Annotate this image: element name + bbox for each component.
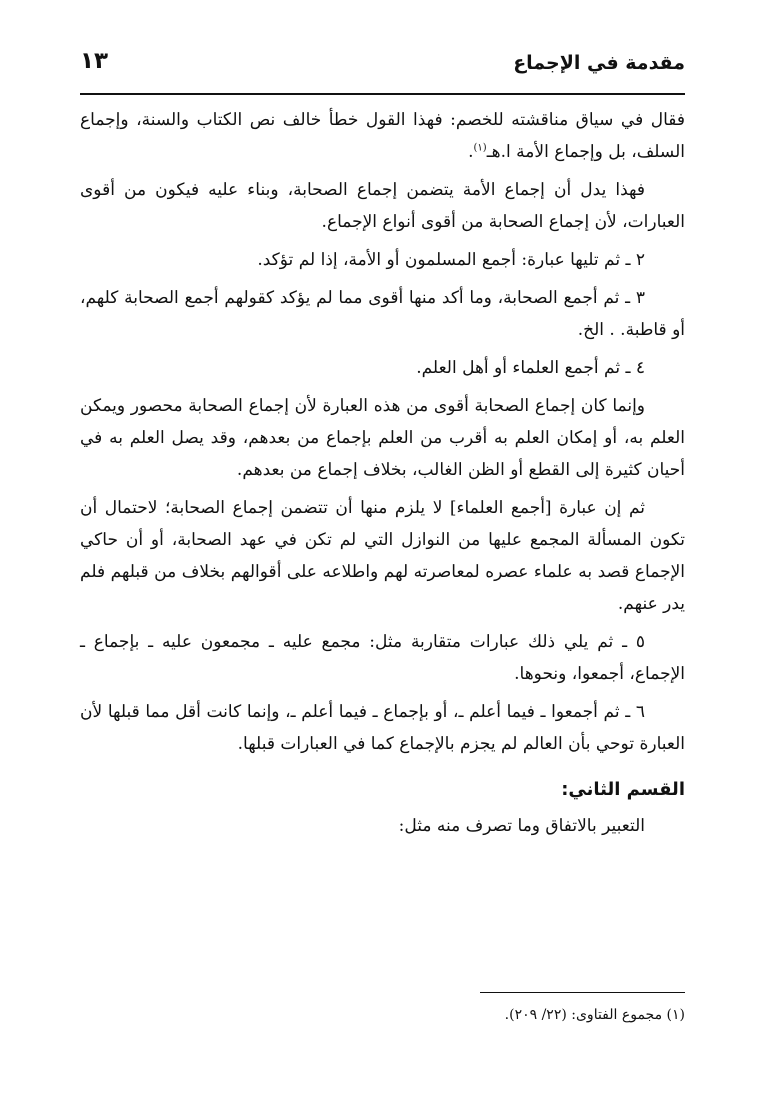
footnote-rule — [480, 992, 685, 993]
header-rule — [80, 93, 685, 95]
body-text — [80, 104, 685, 848]
section-heading: القسم الثاني: — [561, 779, 685, 800]
page-number: ١٣ — [80, 48, 109, 74]
footnote-ref: (١) — [473, 142, 487, 154]
list-item-5: ٥ ـ ثم يلي ذلك عبارات متقاربة مثل: مجمع عليه ـ مجمعون عليه ـ بإجماع ـ الإجماع، أجمعوا، ونحوها. — [80, 632, 685, 684]
paragraph-6: وإنما كان إجماع الصحابة أقوى من هذه العبارة لأن إجماع الصحابة محصور ويمكن العلم به، أو إمكان العلم به أقرب من العلم بإجماع من بعدهم، وقد يصل العلم به في أحيان كثيرة إلى القطع أو الظن الغالب، بخلاف إجماع من بعدهم. — [80, 396, 685, 480]
paragraph-1-text: فقال في سياق مناقشته للخصم: فهذا القول خطأ خالف نص الكتاب والسنة، وإجماع السلف، بل وإجماع الأمة ا.هـ — [80, 110, 685, 162]
list-item-2: ٢ ـ ثم تليها عبارة: أجمع المسلمون أو الأمة، إذا لم تؤكد. — [257, 250, 645, 270]
paragraph-1 — [80, 104, 685, 168]
paragraph-1-end: . — [468, 142, 474, 162]
running-title: مقدمة في الإجماع — [513, 52, 685, 74]
paragraph-2: فهذا يدل أن إجماع الأمة يتضمن إجماع الصحابة، وبناء عليه فيكون من أقوى العبارات، لأن إجماع الصحابة من أقوى أنواع الإجماع. — [80, 180, 685, 232]
footnote: (١) مجموع الفتاوى: (٢٢/ ٢٠٩). — [504, 1007, 685, 1023]
list-item-6: ٦ ـ ثم أجمعوا ـ فيما أعلم ـ، أو بإجماع ـ فيما أعلم ـ، وإنما كانت أقل مما قبلها لأن العبارة توحي بأن العالم لم يجزم بالإجماع كما في العبارات قبلها. — [80, 702, 685, 754]
list-item-3: ٣ ـ ثم أجمع الصحابة، وما أكد منها أقوى مما لم يؤكد كقولهم أجمع الصحابة كلهم، أو قاطبة. . الخ. — [80, 288, 685, 340]
page-header — [80, 48, 685, 92]
paragraph-7: ثم إن عبارة [أجمع العلماء] لا يلزم منها أن تتضمن إجماع الصحابة؛ لاحتمال أن تكون المسألة المجمع عليها من النوازل التي لم تكن في عهد الصحابة، أو أن حاكي الإجماع قصد به علماء عصره لمعاصرته لهم واطلاعه على أقوالهم بخلاف من قبلهم فلم يدر عنهم. — [80, 498, 685, 614]
paragraph-10: التعبير بالاتفاق وما تصرف منه مثل: — [398, 816, 645, 836]
list-item-4: ٤ ـ ثم أجمع العلماء أو أهل العلم. — [416, 358, 645, 378]
